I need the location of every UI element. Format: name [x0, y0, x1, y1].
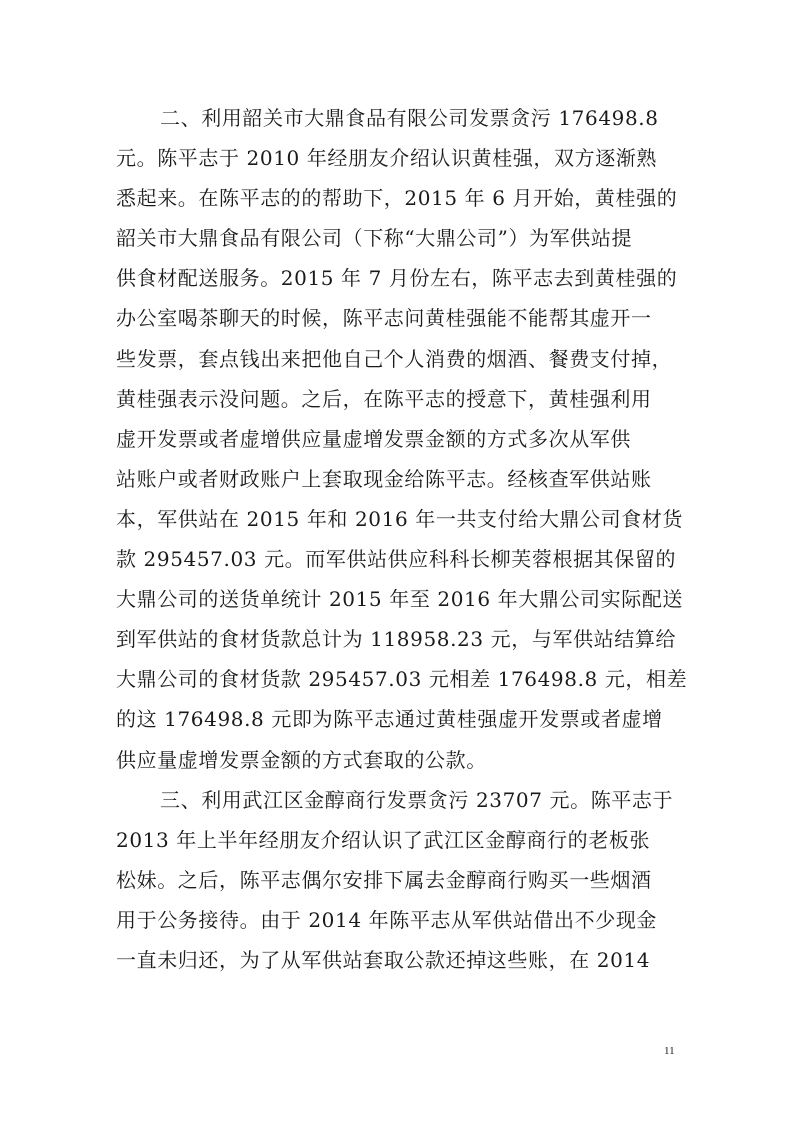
paragraph-2-line-3: 悉起来。在陈平志的的帮助下，2015 年 6 月开始，黄桂强的 [116, 186, 678, 211]
paragraph-2-line-15: 大鼎公司的食材货款 295457.03 元相差 176498.8 元，相差 [116, 667, 688, 692]
paragraph-2-line-10: 站账户或者财政账户上套取现金给陈平志。经核查军供站账 [116, 466, 652, 491]
paragraph-2-line-1: 二、利用韶关市大鼎食品有限公司发票贪污 176498.8 [160, 106, 659, 130]
paragraph-3-line-3: 松妹。之后，陈平志偶尔安排下属去金醇商行购买一些烟酒 [116, 867, 652, 892]
paragraph-2-line-16: 的这 176498.8 元即为陈平志通过黄桂强虚开发票或者虚增 [116, 707, 663, 732]
paragraph-2-line-14: 到军供站的食材货款总计为 118958.23 元，与军供站结算给 [116, 627, 677, 652]
paragraph-2-line-12: 款 295457.03 元。而军供站供应科科长柳芙蓉根据其保留的 [116, 547, 677, 572]
paragraph-2-line-4: 韶关市大鼎食品有限公司（下称“大鼎公司”）为军供站提 [116, 226, 633, 251]
paragraph-3-line-2: 2013 年上半年经朋友介绍认识了武江区金醇商行的老板张 [116, 827, 651, 852]
paragraph-2-line-2: 元。陈平志于 2010 年经朋友介绍认识黄桂强，双方逐渐熟 [116, 146, 658, 171]
paragraph-2-line-5: 供食材配送服务。2015 年 7 月份左右，陈平志去到黄桂强的 [116, 266, 678, 291]
page-number: 11 [664, 1045, 675, 1057]
body-text [116, 98, 686, 980]
paragraph-2-line-6: 办公室喝茶聊天的时候，陈平志问黄桂强能不能帮其虚开一 [116, 306, 652, 331]
paragraph-2-line-7: 些发票，套点钱出来把他自己个人消费的烟酒、餐费支付掉， [116, 346, 673, 371]
paragraph-3-line-1: 三、利用武江区金醇商行发票贪污 23707 元。陈平志于 [160, 787, 674, 812]
paragraph-2-line-8: 黄桂强表示没问题。之后，在陈平志的授意下，黄桂强利用 [116, 386, 652, 411]
paragraph-3-line-4: 用于公务接待。由于 2014 年陈平志从军供站借出不少现金 [116, 907, 658, 932]
paragraph-2-line-17: 供应量虚增发票金额的方式套取的公款。 [116, 747, 487, 772]
paragraph-2-line-13: 大鼎公司的送货单统计 2015 年至 2016 年大鼎公司实际配送 [116, 587, 684, 612]
paragraph-3-line-5: 一直未归还，为了从军供站套取公款还掉这些账，在 2014 [116, 947, 651, 972]
paragraph-2-line-9: 虚开发票或者虚增供应量虚增发票金额的方式多次从军供 [116, 426, 631, 451]
paragraph-2-line-11: 本，军供站在 2015 年和 2016 年一共支付给大鼎公司食材货 [116, 506, 684, 531]
